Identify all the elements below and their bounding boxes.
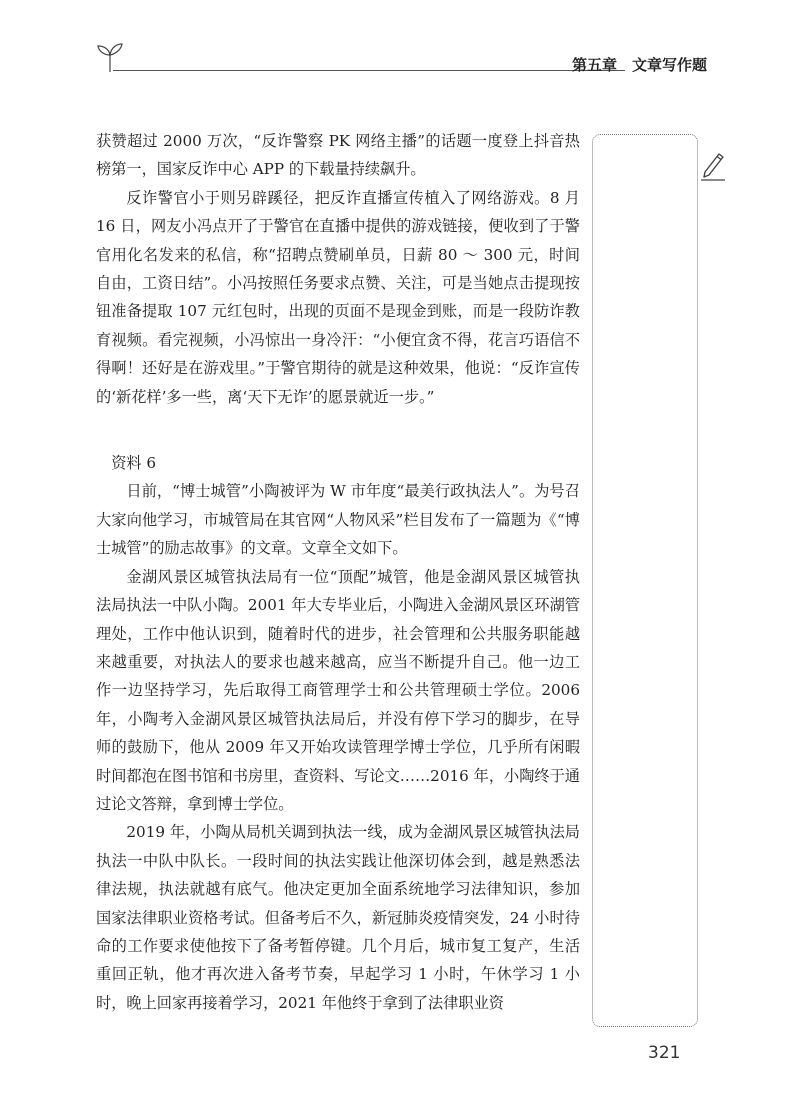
notes-margin-box (592, 134, 698, 1027)
paragraph: 金湖风景区城管执法局有一位“顶配”城管，他是金湖风景区城管执法局执法一中队小陶。2001 年大专毕业后，小陶进入金湖风景区环湖管理处，工作中他认识到，随着时代的进步，社会管理和公共服务职能越来越重要，对执法人的要求也越来越高，应当不断提升自己。他一边工作一边坚持学习，先后取得工商管理学士和公共管理硕士学位。2006 年，小陶考入金湖风景区城管执法局后，并没有停下学习的脚步，在导师的鼓励下，他从 2009 年又开始攻读管理学博士学位，几乎所有闲暇时间都泡在图书馆和书房里，查资料、写论文……2016 年，小陶终于通过论文答辩，拿到博士学位。 (96, 567, 580, 813)
paragraph: 获赞超过 2000 万次，“反诈警察 PK 网络主播”的话题一度登上抖音热榜第一，国家反诈中心 APP 的下载量持续飙升。 (96, 132, 580, 179)
paragraph: 日前，“博士城管”小陶被评为 W 市年度“最美行政执法人”。为号召大家向他学习，市城管局在其官网“人物风采”栏目发布了一篇题为《“博士城管”的励志故事》的文章。文章全文如下。 (96, 482, 580, 558)
header-rule (113, 70, 625, 71)
paragraph: 2019 年，小陶从局机关调到执法一线，成为金湖风景区城管执法局执法一中队中队长。一段时间的执法实践让他深切体会到，越是熟悉法律法规，执法就越有底气。他决定更加全面系统地学习法律知识，参加国家法律职业资格考试。但备考后不久，新冠肺炎疫情突发，24 小时待命的工作要求使他按下了备考暂停键。几个月后，城市复工复产，生活重回正轨，他才再次进入备考节奏，早起学习 1 小时，午休学习 1 小时，晚上回家再接着学习，2021 年他终于拿到了法律职业资 (96, 823, 580, 1012)
chapter-title: 第五章 文章写作题 (571, 56, 707, 74)
paragraph: 反诈警官小于则另辟蹊径，把反诈直播宣传植入了网络游戏。8 月 16 日，网友小冯点开了于警官在直播中提供的游戏链接，便收到了于警官用化名发来的私信，称“招聘点赞刷单员，日薪 80 ～ 300 元，时间自由，工资日结”。小冯按照任务要求点赞、关注，可是当她点击提现按钮准备提取 107 元红包时，出现的页面不是现金到账，而是一段防诈教育视频。看完视频，小冯惊出一身冷汗：“小便宜贪不得，花言巧语信不得啊！还好是在游戏里。”于警官期待的就是这种效果，他说：“反诈宣传的‘新花样’多一些，离‘天下无诈’的愿景就近一步。” (96, 188, 580, 406)
body-text (96, 127, 580, 1017)
page-number: 321 (648, 1043, 681, 1063)
leaf-sprout-icon (95, 40, 125, 74)
section-heading: 资料 6 (111, 454, 157, 473)
running-header (95, 40, 707, 80)
pencil-icon (699, 148, 727, 182)
